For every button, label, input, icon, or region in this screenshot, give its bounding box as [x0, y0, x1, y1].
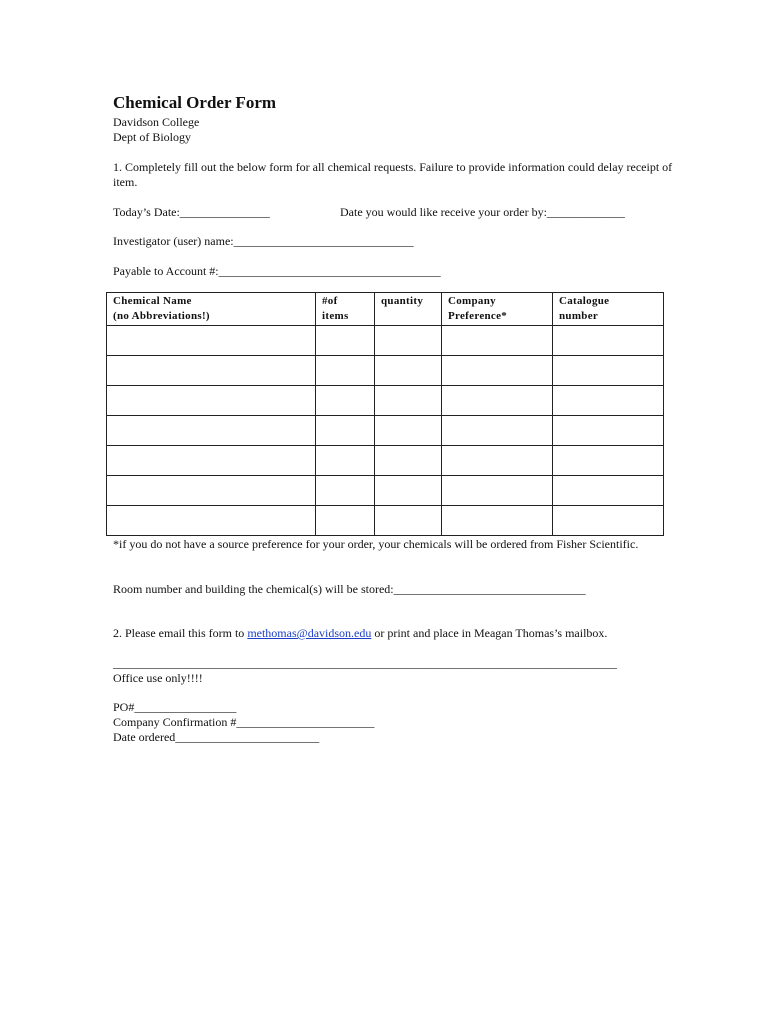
table-row	[107, 416, 664, 446]
table-cell[interactable]	[442, 416, 553, 446]
table-cell[interactable]	[442, 356, 553, 386]
payable-account-field[interactable]: Payable to Account #:_____________________________________	[113, 264, 441, 278]
table-cell[interactable]	[107, 476, 316, 506]
office-use-heading: Office use only!!!!	[113, 671, 203, 685]
table-cell[interactable]	[553, 416, 664, 446]
header-line: items	[322, 310, 349, 322]
table-cell[interactable]	[107, 446, 316, 476]
table-cell[interactable]	[375, 416, 442, 446]
table-cell[interactable]	[375, 386, 442, 416]
table-cell[interactable]	[107, 326, 316, 356]
table-cell[interactable]	[316, 446, 375, 476]
department-name: Dept of Biology	[113, 130, 191, 144]
investigator-name-field[interactable]: Investigator (user) name:______________________________	[113, 234, 414, 248]
table-cell[interactable]	[107, 356, 316, 386]
table-row	[107, 506, 664, 536]
header-line: Company	[448, 295, 496, 307]
table-row	[107, 386, 664, 416]
table-cell[interactable]	[375, 476, 442, 506]
instructions-step-2	[113, 626, 607, 641]
table-cell[interactable]	[107, 416, 316, 446]
order-by-date-field[interactable]: Date you would like receive your order by:_____________	[340, 205, 625, 219]
header-line: (no Abbreviations!)	[113, 310, 210, 322]
table-cell[interactable]	[553, 386, 664, 416]
table-row	[107, 446, 664, 476]
college-name: Davidson College	[113, 115, 200, 129]
todays-date-field[interactable]: Today’s Date:_______________	[113, 205, 270, 219]
header-line: Preference*	[448, 310, 508, 322]
table-cell[interactable]	[442, 386, 553, 416]
table-cell[interactable]	[316, 326, 375, 356]
table-cell[interactable]	[553, 356, 664, 386]
column-header-num-items	[316, 293, 375, 326]
table-row	[107, 476, 664, 506]
table-cell[interactable]	[316, 506, 375, 536]
company-confirmation-field[interactable]: Company Confirmation #_______________________	[113, 715, 375, 729]
header-line: #of	[322, 295, 338, 307]
table-cell[interactable]	[107, 386, 316, 416]
table-cell[interactable]	[316, 476, 375, 506]
table-header-row	[107, 293, 664, 326]
chemical-order-table	[106, 292, 664, 536]
header-line: quantity	[381, 295, 424, 307]
section-divider: ____________________________________________________________________________________	[113, 656, 617, 670]
table-cell[interactable]	[553, 476, 664, 506]
table-cell[interactable]	[107, 506, 316, 536]
page-title: Chemical Order Form	[113, 93, 277, 112]
table-row	[107, 326, 664, 356]
column-header-catalogue-number	[553, 293, 664, 326]
email-link[interactable]: methomas@davidson.edu	[247, 626, 372, 640]
table-cell[interactable]	[316, 386, 375, 416]
source-preference-footnote: *if you do not have a source preference for your order, your chemicals will be ordered from Fisher Scientific.	[113, 537, 639, 551]
instructions-step-1: 1. Completely fill out the below form for all chemical requests. Failure to provide information could delay receipt of item.	[113, 160, 673, 189]
table-cell[interactable]	[442, 476, 553, 506]
table-cell[interactable]	[375, 326, 442, 356]
table-cell[interactable]	[553, 326, 664, 356]
storage-location-field[interactable]: Room number and building the chemical(s) will be stored:________________________________	[113, 582, 586, 596]
po-number-field[interactable]: PO#_________________	[113, 700, 237, 714]
table-cell[interactable]	[375, 446, 442, 476]
header-line: Chemical Name	[113, 295, 192, 307]
table-cell[interactable]	[442, 326, 553, 356]
column-header-company-preference	[442, 293, 553, 326]
column-header-chemical-name	[107, 293, 316, 326]
table-cell[interactable]	[442, 446, 553, 476]
date-ordered-field[interactable]: Date ordered________________________	[113, 730, 320, 744]
table-cell[interactable]	[316, 356, 375, 386]
table-cell[interactable]	[375, 506, 442, 536]
header-line: Catalogue	[559, 295, 610, 307]
header-line: number	[559, 310, 599, 322]
table-cell[interactable]	[375, 356, 442, 386]
table-cell[interactable]	[316, 416, 375, 446]
column-header-quantity	[375, 293, 442, 326]
table-cell[interactable]	[442, 506, 553, 536]
table-row	[107, 356, 664, 386]
step-2-prefix: 2. Please email this form to	[113, 626, 248, 640]
step-2-suffix: or print and place in Meagan Thomas’s mailbox.	[371, 626, 608, 640]
table-cell[interactable]	[553, 446, 664, 476]
table-cell[interactable]	[553, 506, 664, 536]
